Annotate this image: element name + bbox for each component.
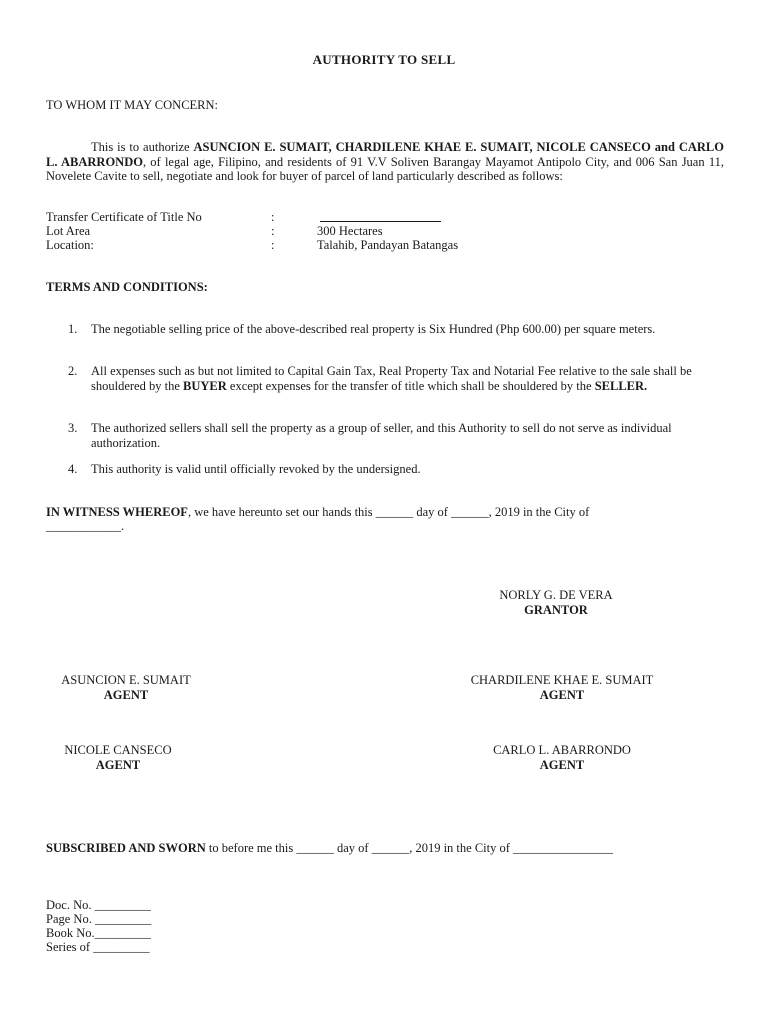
grantor-name: NORLY G. DE VERA bbox=[499, 588, 613, 602]
agent-signature-3 bbox=[48, 743, 188, 772]
agent-signature-2 bbox=[448, 673, 676, 702]
terms-heading: TERMS AND CONDITIONS: bbox=[46, 280, 208, 294]
agent-name: ASUNCION E. SUMAIT bbox=[61, 673, 191, 687]
notary-book-no: Book No._________ bbox=[46, 926, 151, 940]
agent-role: AGENT bbox=[103, 687, 149, 702]
agent-role: AGENT bbox=[95, 757, 141, 772]
term-text: The authorized sellers shall sell the property as a group of seller, and this Authority to sell do not serve as individual authorization. bbox=[91, 421, 672, 450]
property-value: 300 Hectares bbox=[317, 224, 383, 238]
agent-role: AGENT bbox=[539, 687, 585, 702]
term-text: This authority is valid until officially revoked by the undersigned. bbox=[91, 462, 421, 476]
grantor-signature bbox=[476, 588, 636, 617]
grantor-role: GRANTOR bbox=[524, 602, 588, 617]
document-title: AUTHORITY TO SELL bbox=[312, 52, 456, 67]
sworn-text: to before me this ______ day of ______, 2019 in the City of ________________ bbox=[205, 841, 614, 855]
property-label: Location: bbox=[46, 238, 94, 252]
property-colon: : bbox=[271, 224, 275, 238]
term-text: All expenses such as but not limited to Capital Gain Tax, Real Property Tax and Notarial Fee relative to the sale shall be shouldered by the BUYER except expenses for the transfer of title which shall be shouldered by the SELLER. bbox=[91, 364, 692, 393]
term-number: 2. bbox=[68, 364, 78, 378]
notary-series: Series of _________ bbox=[46, 940, 150, 954]
witness-city-blank: ____________. bbox=[46, 519, 125, 533]
property-row-title bbox=[46, 210, 546, 224]
notary-doc-no: Doc. No. _________ bbox=[46, 898, 151, 912]
witness-text: , we have hereunto set our hands this ______ day of ______, 2019 in the City of bbox=[187, 505, 590, 519]
intro-agents: ASUNCION E. SUMAIT, CHARDILENE KHAE E. SUMAIT, NICOLE CANSECO and CARLO L. ABARRONDO bbox=[46, 140, 724, 169]
notary-page-no: Page No. _________ bbox=[46, 912, 152, 926]
agent-name: CHARDILENE KHAE E. SUMAIT bbox=[470, 673, 654, 687]
witness-bold: IN WITNESS WHEREOF bbox=[46, 505, 188, 519]
intro-lead: This is to authorize bbox=[91, 140, 194, 154]
property-label: Transfer Certificate of Title No bbox=[46, 210, 202, 224]
sworn-bold: SUBSCRIBED AND SWORN bbox=[46, 841, 206, 855]
agent-name: CARLO L. ABARRONDO bbox=[493, 743, 631, 757]
term-number: 3. bbox=[68, 421, 78, 435]
term-number: 1. bbox=[68, 322, 78, 336]
intro-rest: , of legal age, Filipino, and residents of 91 V.V Soliven Barangay Mayamot Antipolo City, and 006 San Juan 11, Novelete Cavite to sell, negotiate and look for buyer of parcel of land particularly described as follows: bbox=[46, 154, 724, 183]
seller-term: SELLER. bbox=[594, 378, 648, 393]
witness-clause bbox=[46, 505, 589, 520]
agent-signature-4 bbox=[470, 743, 654, 772]
term-number: 4. bbox=[68, 462, 78, 476]
property-colon: : bbox=[271, 210, 275, 224]
sworn-clause bbox=[46, 841, 613, 856]
agent-role: AGENT bbox=[539, 757, 585, 772]
property-label: Lot Area bbox=[46, 224, 91, 238]
agent-name: NICOLE CANSECO bbox=[64, 743, 172, 757]
intro-paragraph bbox=[46, 140, 724, 184]
property-colon: : bbox=[271, 238, 275, 252]
agent-signature-1 bbox=[46, 673, 206, 702]
buyer-term: BUYER bbox=[183, 378, 227, 393]
term-text: The negotiable selling price of the above-described real property is Six Hundred (Php 600.00) per square meters. bbox=[91, 322, 656, 336]
property-value: Talahib, Pandayan Batangas bbox=[317, 238, 459, 252]
property-row-lot-area bbox=[46, 224, 546, 238]
salutation: TO WHOM IT MAY CONCERN: bbox=[46, 98, 219, 112]
property-row-location bbox=[46, 238, 546, 252]
